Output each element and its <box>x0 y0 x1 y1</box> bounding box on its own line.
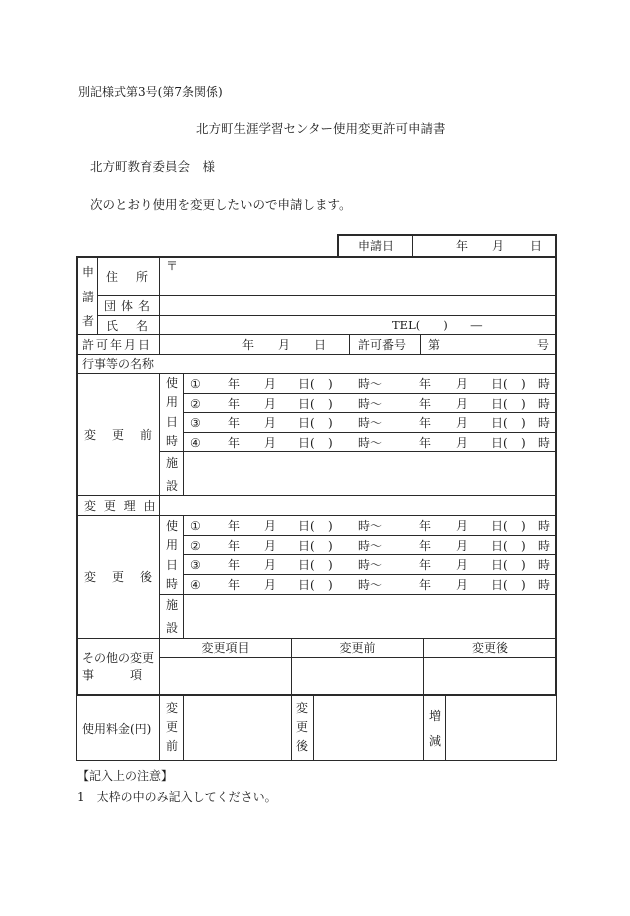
before-slot-weekday-close2: ) <box>521 416 526 431</box>
after-slot-year: 年 <box>228 577 241 592</box>
after-slot-month2: 月 <box>456 519 469 533</box>
after-slot-year: 年 <box>228 558 241 573</box>
before-slot-number: ① <box>190 377 201 391</box>
after-slot-day2: 日( <box>491 519 508 533</box>
after-slot-day: 日( <box>298 558 315 573</box>
before-slot-hour-to: 時～ <box>358 396 383 411</box>
form-number: 別記様式第3号(第7条関係) <box>78 85 223 99</box>
address-label: 住 所 <box>106 270 152 284</box>
name-label: 氏 名 <box>106 319 152 333</box>
after-slot-month: 月 <box>264 577 277 592</box>
after-slot-year2: 年 <box>419 558 432 573</box>
before-slot-day: 日( <box>298 396 315 411</box>
after-slot-day: 日( <box>298 538 315 553</box>
after-slot-year: 年 <box>228 538 241 553</box>
change-reason-label: 変 更 理 由 <box>84 499 158 513</box>
before-slot-weekday-close2: ) <box>521 377 526 391</box>
application-date-year-unit: 年 <box>456 239 469 253</box>
fee-after-label-3: 後 <box>295 739 308 753</box>
tel-label[interactable]: TEL( ) ― <box>392 318 483 332</box>
after-slot-weekday-close2: ) <box>521 577 526 592</box>
after-use-datetime-label-4: 時 <box>165 577 178 591</box>
before-slot-month: 月 <box>264 435 277 450</box>
event-name-label: 行事等の名称 <box>82 357 155 371</box>
notes-heading: 【記入上の注意】 <box>77 769 174 783</box>
group-name-label: 団体名 <box>104 299 156 313</box>
other-changes-label-line1: その他の変更 <box>82 651 155 665</box>
after-slot-weekday-close: ) <box>328 538 333 553</box>
after-slot-number: ③ <box>190 558 201 573</box>
before-slot-day: 日( <box>298 416 315 431</box>
other-changes-col-item: 変更項目 <box>201 641 250 655</box>
before-slot-year2: 年 <box>419 416 432 431</box>
after-facility-label-2: 設 <box>165 621 178 635</box>
before-slot-weekday-close: ) <box>328 377 333 391</box>
postal-mark[interactable]: 〒 <box>166 259 179 273</box>
use-datetime-label-3: 日 <box>165 415 178 429</box>
after-slot-day2: 日( <box>491 577 508 592</box>
permit-date-month-unit: 月 <box>278 338 291 352</box>
use-datetime-label-2: 用 <box>165 395 178 409</box>
after-slot-day: 日( <box>298 577 315 592</box>
application-date-day-unit: 日 <box>530 239 543 253</box>
after-use-datetime-label-3: 日 <box>165 558 178 572</box>
after-change-label: 変 更 後 <box>84 570 155 584</box>
other-changes-col-after: 変更後 <box>471 641 508 655</box>
note-item: 1 太枠の中のみ記入してください。 <box>77 790 277 804</box>
fee-before-label-3: 前 <box>165 739 178 753</box>
use-datetime-label-4: 時 <box>165 434 178 448</box>
after-slot-weekday-close2: ) <box>521 558 526 573</box>
after-slot-month2: 月 <box>456 558 469 573</box>
after-slot-weekday-close2: ) <box>521 538 526 553</box>
after-slot-month: 月 <box>264 538 277 553</box>
before-slot-day2: 日( <box>491 416 508 431</box>
fee-diff-label-1: 増 <box>428 709 441 723</box>
before-slot-month: 月 <box>264 396 277 411</box>
after-slot-year: 年 <box>228 519 241 533</box>
after-slot-hour-to: 時～ <box>358 519 383 533</box>
permit-date-label: 許可年月日 <box>82 338 153 352</box>
applicant-label-2: 請 <box>81 290 94 304</box>
facility-label-1: 施 <box>165 456 178 470</box>
before-slot-month2: 月 <box>456 377 469 391</box>
after-slot-year2: 年 <box>419 577 432 592</box>
before-slot-day: 日( <box>298 435 315 450</box>
after-slot-year2: 年 <box>419 519 432 533</box>
after-slot-number: ② <box>190 538 201 553</box>
intro-text: 次のとおり使用を変更したいので申請します。 <box>90 197 352 212</box>
application-date-month-unit: 月 <box>492 239 505 253</box>
before-slot-hour: 時 <box>538 396 551 411</box>
after-slot-number: ① <box>190 519 201 533</box>
fee-before-label-1: 変 <box>165 701 178 715</box>
before-slot-hour: 時 <box>538 435 551 450</box>
after-slot-hour-to: 時～ <box>358 538 383 553</box>
application-date-label: 申請日 <box>358 239 395 253</box>
after-use-datetime-label-1: 使 <box>165 519 178 533</box>
form-title: 北方町生涯学習センター使用変更許可申請書 <box>196 121 446 136</box>
other-changes-label-line2: 事 項 <box>82 668 143 682</box>
after-slot-hour: 時 <box>538 519 551 533</box>
before-slot-year: 年 <box>228 416 241 431</box>
after-slot-month2: 月 <box>456 577 469 592</box>
before-slot-year: 年 <box>228 377 241 391</box>
before-slot-year2: 年 <box>419 396 432 411</box>
after-slot-day2: 日( <box>491 558 508 573</box>
after-facility-label-1: 施 <box>165 598 178 612</box>
permit-date-year-unit: 年 <box>242 338 255 352</box>
after-slot-hour: 時 <box>538 538 551 553</box>
after-slot-weekday-close: ) <box>328 558 333 573</box>
before-slot-day2: 日( <box>491 396 508 411</box>
fee-before-label-2: 更 <box>165 720 178 734</box>
before-slot-day2: 日( <box>491 377 508 391</box>
permit-number-label: 許可番号 <box>358 338 407 352</box>
addressee: 北方町教育委員会 様 <box>90 159 216 174</box>
before-slot-number: ④ <box>190 435 201 450</box>
fee-diff-label-2: 減 <box>428 734 441 748</box>
after-slot-month: 月 <box>264 558 277 573</box>
before-slot-number: ③ <box>190 416 201 431</box>
before-slot-month2: 月 <box>456 396 469 411</box>
before-slot-weekday-close: ) <box>328 416 333 431</box>
before-slot-year2: 年 <box>419 377 432 391</box>
before-slot-year: 年 <box>228 435 241 450</box>
after-slot-weekday-close2: ) <box>521 519 526 533</box>
after-slot-hour: 時 <box>538 558 551 573</box>
permit-date-day-unit: 日 <box>314 338 327 352</box>
before-slot-weekday-close2: ) <box>521 435 526 450</box>
before-slot-hour: 時 <box>538 377 551 391</box>
before-slot-weekday-close2: ) <box>521 396 526 411</box>
after-slot-year2: 年 <box>419 538 432 553</box>
after-slot-number: ④ <box>190 577 201 592</box>
before-slot-year2: 年 <box>419 435 432 450</box>
before-change-label: 変 更 前 <box>84 428 155 442</box>
before-slot-month: 月 <box>264 377 277 391</box>
after-slot-hour: 時 <box>538 577 551 592</box>
after-slot-weekday-close: ) <box>328 577 333 592</box>
before-slot-month2: 月 <box>456 435 469 450</box>
permit-number-prefix: 第 <box>428 338 441 352</box>
other-changes-col-before: 変更前 <box>339 641 376 655</box>
applicant-label-1: 申 <box>81 265 94 279</box>
after-slot-month: 月 <box>264 519 277 533</box>
after-slot-hour-to: 時～ <box>358 577 383 592</box>
before-slot-day2: 日( <box>491 435 508 450</box>
after-slot-hour-to: 時～ <box>358 558 383 573</box>
permit-number-suffix: 号 <box>537 338 550 352</box>
before-slot-day: 日( <box>298 377 315 391</box>
before-slot-hour: 時 <box>538 416 551 431</box>
before-slot-number: ② <box>190 396 201 411</box>
after-slot-weekday-close: ) <box>328 519 333 533</box>
after-use-datetime-label-2: 用 <box>165 538 178 552</box>
before-slot-hour-to: 時～ <box>358 377 383 391</box>
before-slot-hour-to: 時～ <box>358 416 383 431</box>
fee-label: 使用料金(円) <box>82 722 152 736</box>
fee-after-label-2: 更 <box>295 720 308 734</box>
before-slot-month2: 月 <box>456 416 469 431</box>
after-slot-day: 日( <box>298 519 315 533</box>
use-datetime-label-1: 使 <box>165 376 178 390</box>
before-slot-month: 月 <box>264 416 277 431</box>
before-slot-hour-to: 時～ <box>358 435 383 450</box>
before-slot-weekday-close: ) <box>328 435 333 450</box>
facility-label-2: 設 <box>165 479 178 493</box>
before-slot-year: 年 <box>228 396 241 411</box>
after-slot-day2: 日( <box>491 538 508 553</box>
after-slot-month2: 月 <box>456 538 469 553</box>
fee-after-label-1: 変 <box>295 701 308 715</box>
before-slot-weekday-close: ) <box>328 396 333 411</box>
applicant-label-3: 者 <box>81 314 94 328</box>
